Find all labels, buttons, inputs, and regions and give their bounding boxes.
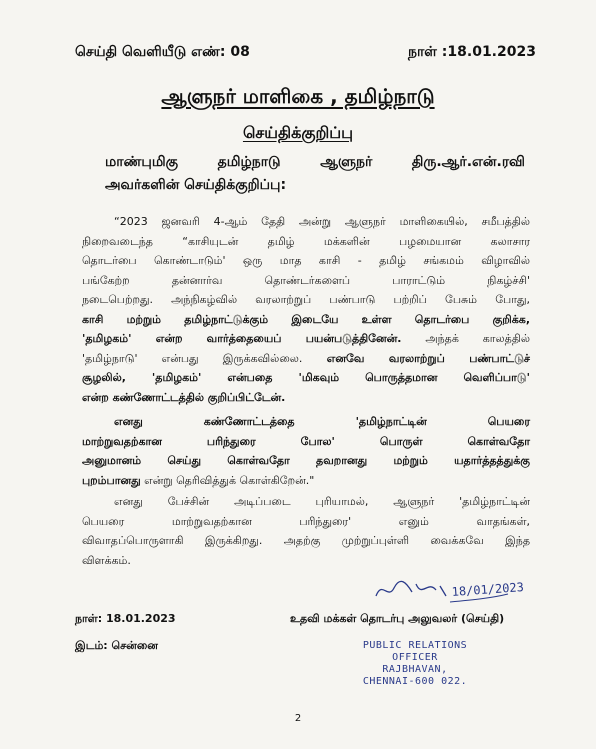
heading-line-2: அவர்களின் செய்திக்குறிப்பு: xyxy=(105,177,287,193)
para2-line xyxy=(82,471,530,491)
para1-text: 'தமிழ்நாடு' என்பது இருக்கவில்லை. xyxy=(82,351,303,365)
para1-bold-text: எனவே வரலாற்றுப் பண்பாட்டுச் xyxy=(302,351,530,365)
para1-line: தொடர்பை கொண்டாடும்' ஒரு மாத காசி - தமிழ் சங்கமம் விழாவில் xyxy=(82,254,530,267)
para2-bold-text: புறம்பானது xyxy=(82,473,141,487)
svg-text:18/01/2023: 18/01/2023 xyxy=(451,579,525,599)
page-subtitle: செய்திக்குறிப்பு xyxy=(242,123,354,142)
footer-place: இடம்: சென்னை xyxy=(75,639,158,652)
para1-bold-text: 'தமிழகம்' என்ற வார்த்தையைப் பயன்படுத்தினேன். xyxy=(82,332,402,345)
para2-line: அனுமானம் செய்து கொள்வதோ தவறானது மற்றும் யதார்த்தத்துக்கு xyxy=(82,454,530,467)
para3-line: விளக்கம். xyxy=(82,553,131,567)
para1-line: காசி மற்றும் தமிழ்நாட்டுக்கும் இடையே உள்ள தொடர்பை குறிக்க, xyxy=(82,312,530,326)
para1-line xyxy=(82,349,530,369)
heading-line-1: மாண்புமிகு தமிழ்நாடு ஆளுநர் திரு.ஆர்.என்.ரவி xyxy=(105,154,525,170)
stamp-line: RAJBHAVAN, xyxy=(382,664,448,675)
paragraph-3 xyxy=(82,492,530,570)
para1-line: நிறைவடைந்த “காசியுடன் தமிழ் மக்களின் பழமையான கலாசார xyxy=(82,234,530,248)
officer-title: உதவி மக்கள் தொடர்பு அலுவலர் (செய்தி) xyxy=(290,612,505,625)
stamp-line: PUBLIC RELATIONS xyxy=(362,640,468,651)
stamp-line: CHENNAI-600 022. xyxy=(362,676,468,687)
para1-line: சூழலில், 'தமிழகம்' என்பதை 'மிகவும் பொருத்தமான வெளிப்பாடு' xyxy=(82,371,530,384)
para1-line: என்ற கண்ணோட்டத்தில் குறிப்பிட்டேன். xyxy=(82,390,286,404)
stamp-line: OFFICER xyxy=(392,652,438,663)
paragraph-1 xyxy=(82,212,530,407)
para2-line: மாற்றுவதற்கான பரிந்துரை போல' பொருள் கொள்வதோ xyxy=(82,434,530,448)
para3-line: எனது பேச்சின் அடிப்படை புரியாமல், ஆளுநர் 'தமிழ்நாட்டின் xyxy=(114,495,530,508)
handwritten-signature xyxy=(372,570,525,610)
page-number: 2 xyxy=(294,713,302,724)
para1-line: “2023 ஜனவரி 4-ஆம் தேதி அன்று ஆளுநர் மாளிகையில், சமீபத்தில் xyxy=(114,215,530,228)
para2-line: எனது கண்ணோட்டத்தை 'தமிழ்நாட்டின் பெயரை xyxy=(114,415,530,428)
page-title: ஆளுநர் மாளிகை , தமிழ்நாடு xyxy=(161,84,435,108)
footer-date: நாள்: 18.01.2023 xyxy=(75,612,176,625)
release-number: செய்தி வெளியீடு எண்: 08 xyxy=(75,44,250,60)
para1-line: பங்கேற்ற தன்னார்வ தொண்டர்களைப் பாராட்டும் நிகழ்ச்சி' xyxy=(82,273,530,287)
para3-line: விவாதப்பொருளாகி இருக்கிறது. அதற்கு முற்றுப்புள்ளி வைக்கவே இந்த xyxy=(82,534,530,547)
official-stamp xyxy=(340,640,490,688)
para1-line: நடைபெற்றது. அந்நிகழ்வில் வரலாற்றுப் பண்பாடு பற்றிப் பேசும் போது, xyxy=(82,293,530,306)
para1-text: அந்தக் காலத்தில் xyxy=(401,332,530,345)
para2-text: என்று தெரிவித்துக் கொள்கிறேன்." xyxy=(140,473,315,487)
para3-line: பெயரை மாற்றுவதற்கான பரிந்துரை' எனும் வாதங்கள், xyxy=(82,514,530,528)
release-date: நாள் :18.01.2023 xyxy=(408,44,536,60)
paragraph-2 xyxy=(82,412,530,490)
para1-line xyxy=(82,329,530,349)
